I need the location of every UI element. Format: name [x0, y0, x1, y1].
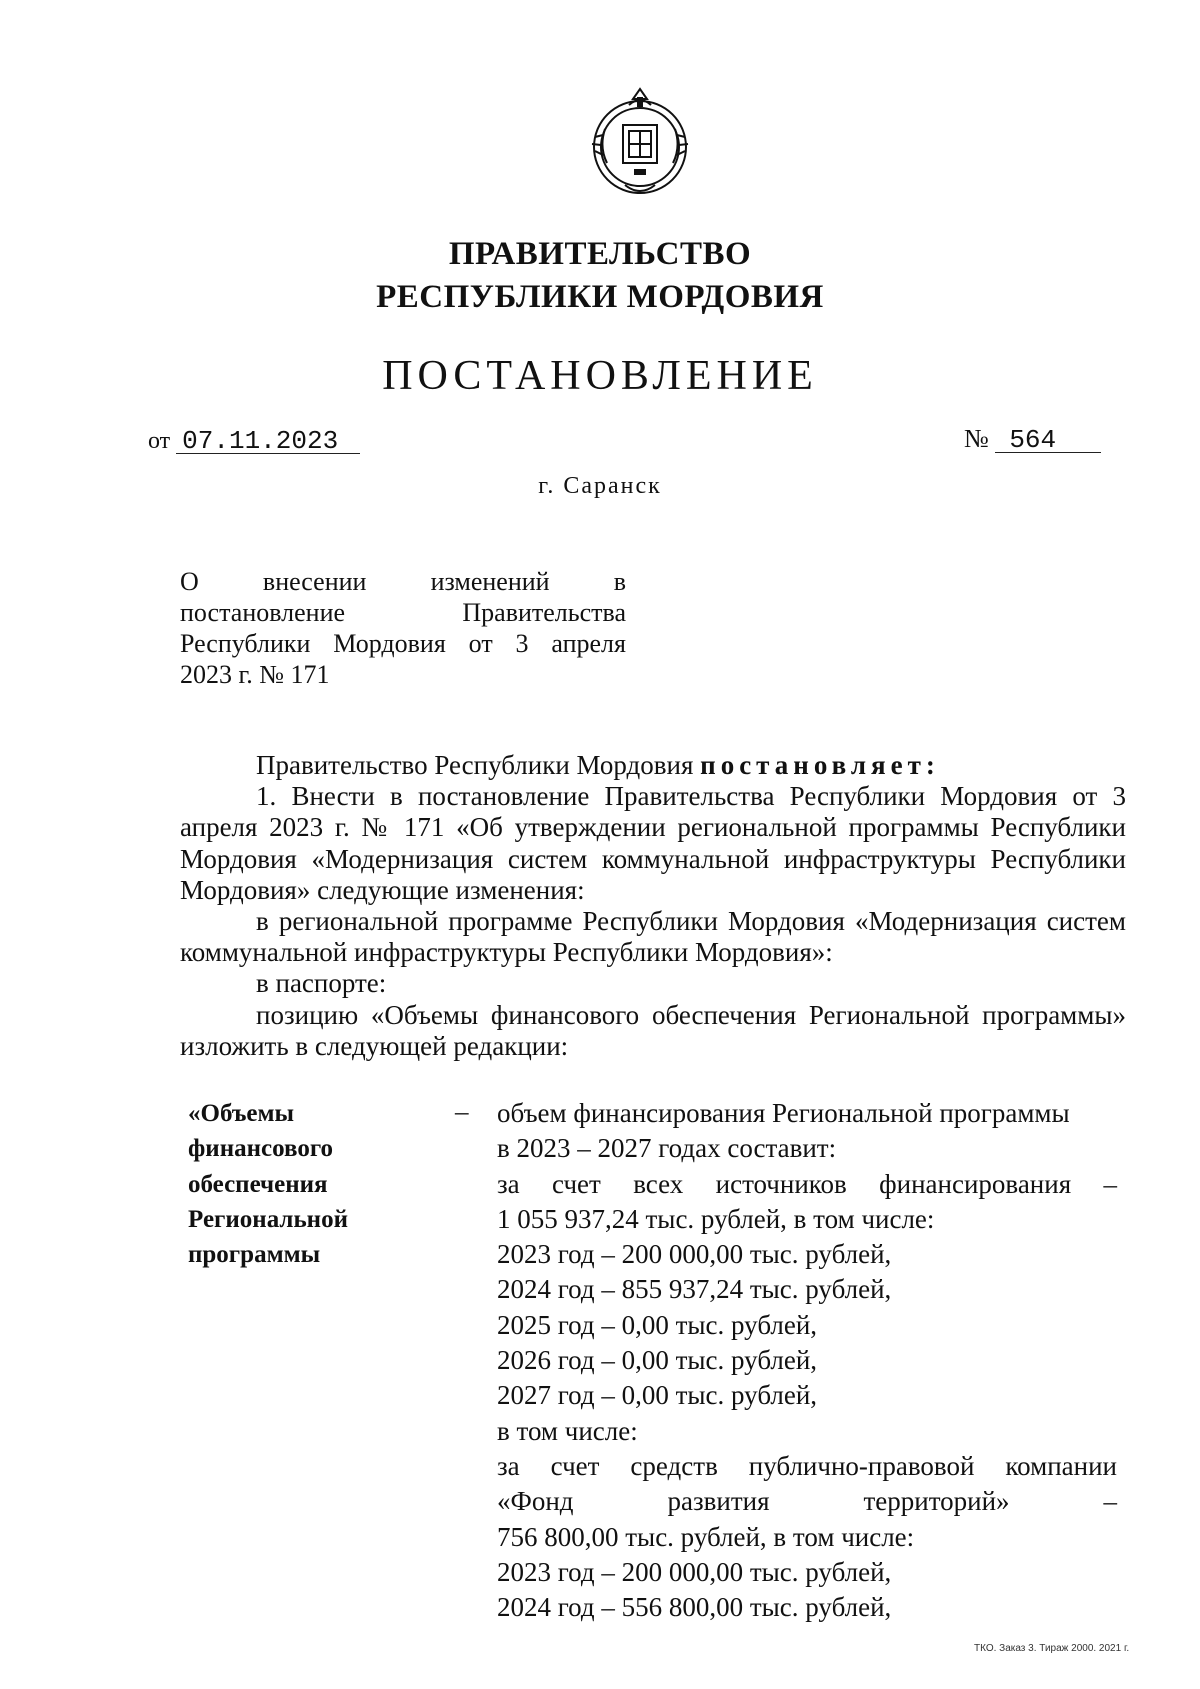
- date-prefix: от: [148, 428, 171, 454]
- print-info-footer: ТКО. Заказ 3. Тираж 2000. 2021 г.: [974, 1643, 1130, 1654]
- content-line: 2023 год – 200 000,00 тыс. рублей,: [497, 1556, 892, 1587]
- city-name: г. Саранск: [538, 473, 662, 499]
- content-line: 2025 год – 0,00 тыс. рублей,: [497, 1309, 818, 1340]
- number-field: [964, 424, 1101, 454]
- subject-line: постановление Правительства: [180, 598, 626, 627]
- subject-line: 2023 г. № 171: [180, 660, 330, 689]
- content-line: в том числе:: [497, 1415, 638, 1446]
- subject-line: О внесении изменений в: [180, 567, 626, 596]
- body-intro: [180, 750, 1126, 781]
- document-body: [180, 750, 1126, 1062]
- position-label-line: Региональной: [188, 1205, 348, 1233]
- content-line: 2026 год – 0,00 тыс. рублей,: [497, 1345, 818, 1376]
- position-label: [188, 1096, 418, 1272]
- content-line: 2023 год – 200 000,00 тыс. рублей,: [497, 1239, 892, 1270]
- date-field: [148, 428, 360, 455]
- position-label-line: обеспечения: [188, 1170, 328, 1198]
- intro-emphasis: постановляет:: [700, 750, 940, 780]
- content-line: объем финансирования Региональной программы: [497, 1098, 1070, 1128]
- body-paragraph-2: в региональной программе Республики Мордовия «Модернизация систем коммунальной инфраструктуры Республики Мордовия»:: [180, 906, 1126, 968]
- organization-name-line2: РЕСПУБЛИКИ МОРДОВИЯ: [376, 279, 824, 315]
- document-number: 564: [995, 428, 1101, 453]
- position-label-line: финансового: [188, 1135, 334, 1163]
- position-label-line: программы: [188, 1241, 321, 1269]
- body-paragraph-3: в паспорте:: [256, 968, 387, 999]
- position-dash: –: [455, 1096, 469, 1126]
- position-label-line: «Объемы: [188, 1100, 295, 1127]
- document-date: 07.11.2023: [176, 429, 360, 454]
- content-line: «Фонд развития территорий» –: [497, 1486, 1117, 1517]
- content-line: 2024 год – 855 937,24 тыс. рублей,: [497, 1274, 892, 1305]
- content-line: 2024 год – 556 800,00 тыс. рублей,: [497, 1592, 892, 1623]
- content-line: 1 055 937,24 тыс. рублей, в том числе:: [497, 1203, 935, 1234]
- content-line: 2027 год – 0,00 тыс. рублей,: [497, 1380, 818, 1411]
- content-line: в 2023 – 2027 годах составит:: [497, 1133, 837, 1164]
- subject-line: Республики Мордовия от 3 апреля: [180, 629, 626, 658]
- content-line: 756 800,00 тыс. рублей, в том числе:: [497, 1521, 915, 1552]
- content-line: за счет всех источников финансирования –: [497, 1168, 1117, 1199]
- document-subject: [180, 566, 626, 690]
- organization-name-line1: ПРАВИТЕЛЬСТВО: [448, 236, 752, 272]
- intro-text: Правительство Республики Мордовия: [256, 750, 694, 780]
- position-content: [497, 1096, 1117, 1625]
- document-type-title: ПОСТАНОВЛЕНИЕ: [382, 353, 818, 399]
- body-paragraph-4: позицию «Объемы финансового обеспечения Региональной программы» изложить в следующей редакции:: [180, 999, 1126, 1061]
- number-prefix: №: [964, 424, 989, 453]
- content-line: за счет средств публично-правовой компании: [497, 1450, 1117, 1481]
- body-paragraph-1: 1. Внести в постановление Правительства Республики Мордовия от 3 апреля 2023 г. № 171 «Об утверждении региональной программы Республики Мордовия «Модернизация систем коммунальной инфраструктуры Республики Мордовия» следующие изменения:: [180, 781, 1126, 905]
- coat-of-arms-emblem: [585, 85, 695, 203]
